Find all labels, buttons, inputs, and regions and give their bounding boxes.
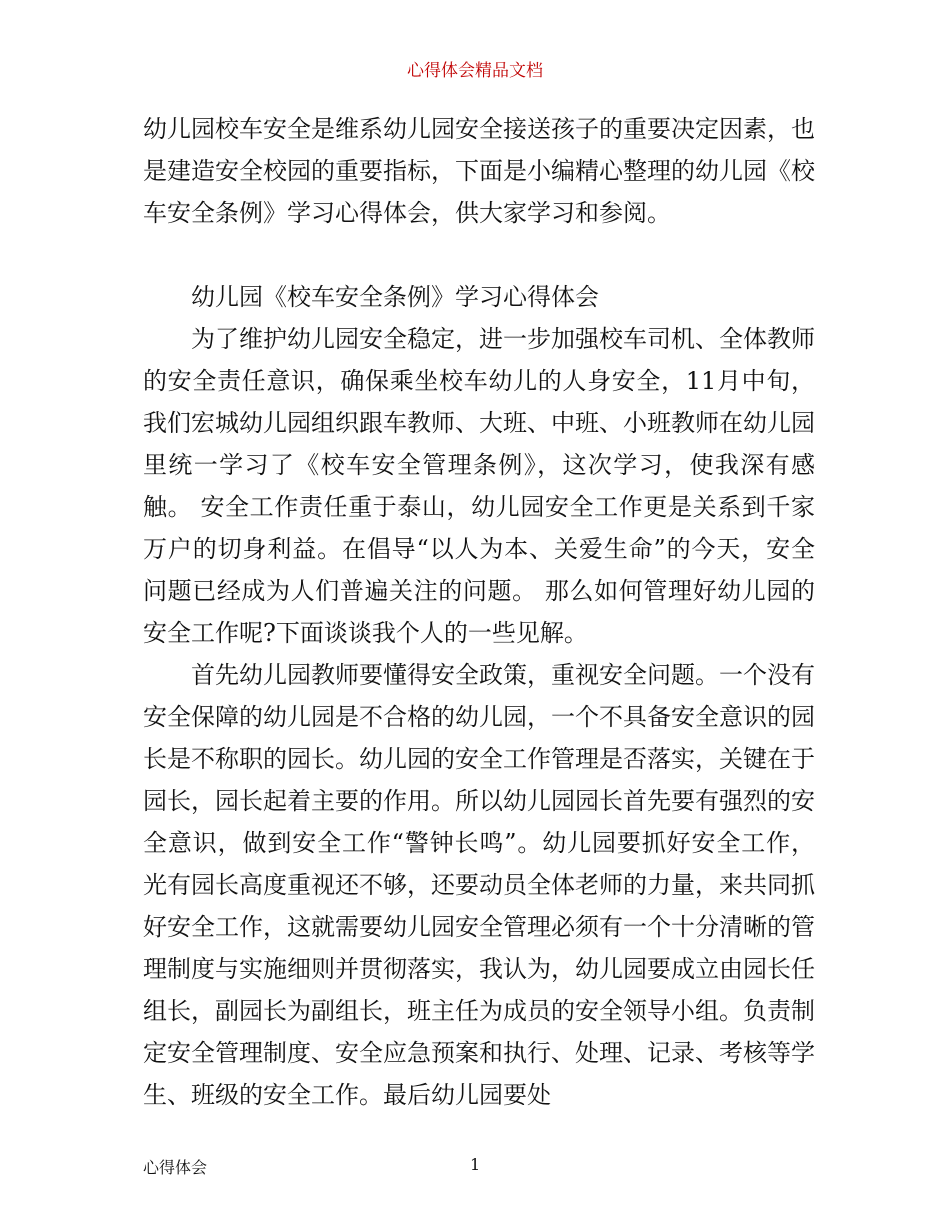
body-paragraph-1: 为了维护幼儿园安全稳定，进一步加强校车司机、全体教师的安全责任意识，确保乘坐校车幼儿的人身安全，11月中旬，我们宏城幼儿园组织跟车教师、大班、中班、小班教师在幼儿园里统一学习了《校车安全管理条例》，这次学习，使我深有感触。 安全工作责任重于泰山，幼儿园安全工作更是关系到千家万户的切身利益。在倡导“以人为本、关爱生命”的今天，安全问题已经成为人们普遍关注的问题。 那么如何管理好幼儿园的安全工作呢?下面谈谈我个人的一些见解。: [143, 325, 815, 647]
intro-paragraph: 幼儿园校车安全是维系幼儿园安全接送孩子的重要决定因素，也是建造安全校园的重要指标，下面是小编精心整理的幼儿园《校车安全条例》学习心得体会，供大家学习和参阅。: [143, 115, 815, 227]
page-number: 1: [470, 1155, 481, 1174]
article-title: 幼儿园《校车安全条例》学习心得体会: [191, 283, 599, 311]
paragraph-gap: [143, 234, 815, 276]
document-body: [143, 108, 815, 1116]
page-header-title: 心得体会精品文档: [407, 61, 543, 81]
footer-label: 心得体会: [143, 1158, 208, 1177]
body-paragraph-2: 首先幼儿园教师要懂得安全政策，重视安全问题。一个没有安全保障的幼儿园是不合格的幼儿园，一个不具备安全意识的园长是不称职的园长。幼儿园的安全工作管理是否落实，关键在于园长，园长起着主要的作用。所以幼儿园园长首先要有强烈的安全意识，做到安全工作“警钟长鸣”。幼儿园要抓好安全工作，光有园长高度重视还不够，还要动员全体老师的力量，来共同抓好安全工作，这就需要幼儿园安全管理必须有一个十分清晰的管理制度与实施细则并贯彻落实，我认为，幼儿园要成立由园长任组长，副园长为副组长，班主任为成员的安全领导小组。负责制定安全管理制度、安全应急预案和执行、处理、记录、考核等学生、班级的安全工作。最后幼儿园要处: [143, 661, 815, 1109]
